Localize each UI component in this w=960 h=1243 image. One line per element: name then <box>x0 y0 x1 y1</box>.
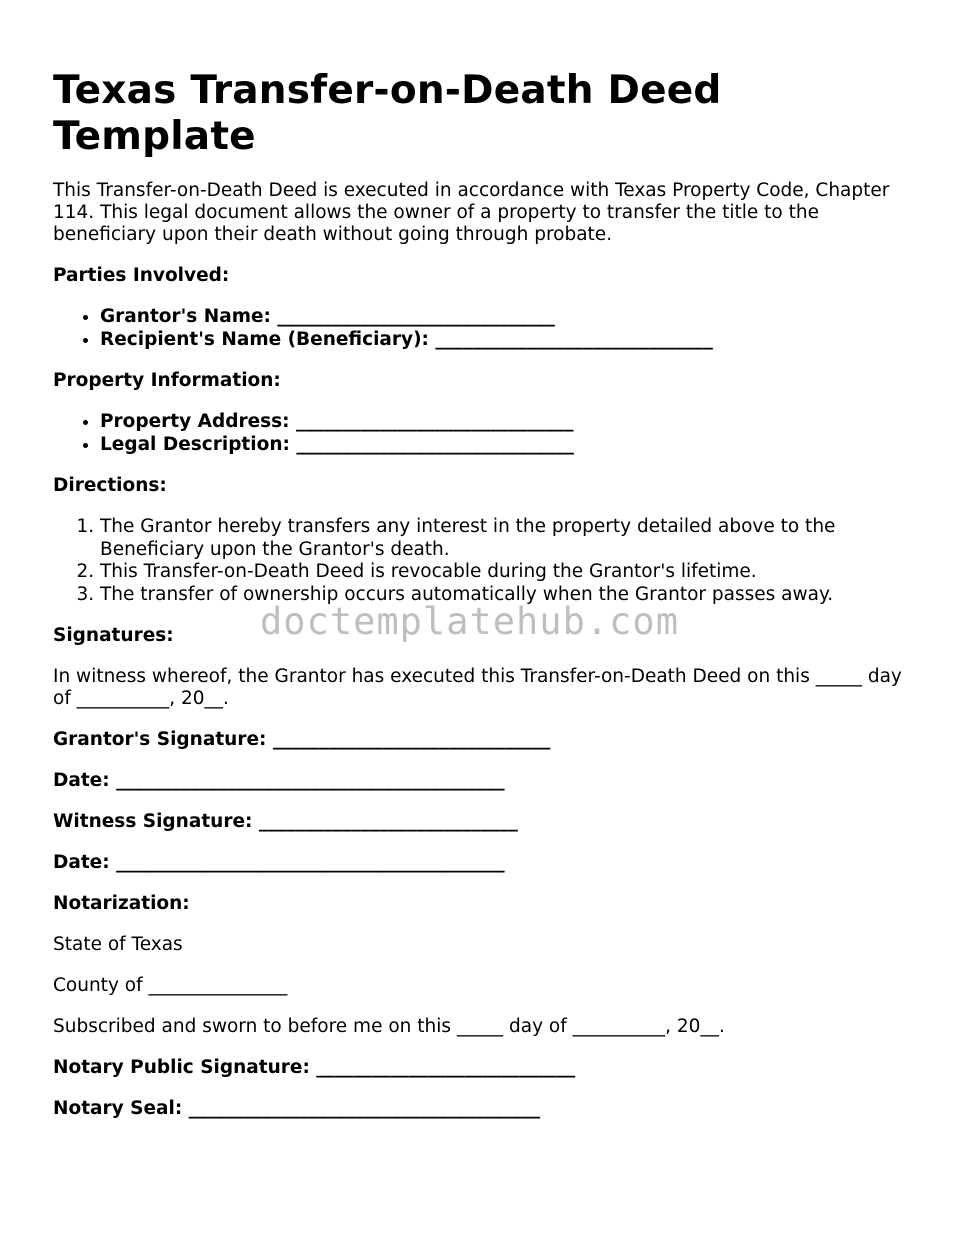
property-heading: Property Information: <box>53 370 281 391</box>
witness-signature-line: Witness Signature: ____________________________ <box>53 811 518 832</box>
sworn-statement: Subscribed and sworn to before me on this _____ day of __________, 20__. <box>53 1016 725 1037</box>
grantor-name-field: • Grantor's Name: ______________________________ <box>100 306 913 329</box>
parties-list <box>53 306 913 351</box>
property-address-field: • Property Address: ______________________________ <box>100 411 913 434</box>
notary-signature-line: Notary Public Signature: ____________________________ <box>53 1057 576 1078</box>
page-title: Texas Transfer-on-Death Deed Template <box>53 68 722 159</box>
direction-item: 3. The transfer of ownership occurs automatically when the Grantor passes away. <box>100 584 913 607</box>
parties-heading: Parties Involved: <box>53 265 230 286</box>
witness-date-line: Date: __________________________________________ <box>53 852 505 873</box>
county-line: County of _______________ <box>53 975 288 996</box>
direction-item: 2. This Transfer-on-Death Deed is revocable during the Grantor's lifetime. <box>100 561 913 584</box>
intro-paragraph: This Transfer-on-Death Deed is executed in accordance with Texas Property Code, Chapter 114. This legal document allows the owner of a property to transfer the title to the beneficiary upon their death without going through probate. <box>53 180 890 245</box>
directions-list <box>53 516 913 606</box>
signatures-heading: Signatures: <box>53 625 174 646</box>
grantor-signature-line: Grantor's Signature: ______________________________ <box>53 729 551 750</box>
recipient-name-field: • Recipient's Name (Beneficiary): ______________________________ <box>100 329 913 352</box>
watermark: doctemplatehub.com <box>260 600 679 643</box>
document-page <box>53 68 913 1139</box>
notary-seal-line: Notary Seal: ______________________________________ <box>53 1098 541 1119</box>
state-line: State of Texas <box>53 934 183 955</box>
witness-statement: In witness whereof, the Grantor has executed this Transfer-on-Death Deed on this _____ day of __________, 20__. <box>53 666 902 709</box>
grantor-date-line: Date: __________________________________________ <box>53 770 505 791</box>
direction-item: 1. The Grantor hereby transfers any interest in the property detailed above to the Beneficiary upon the Grantor's death. <box>100 516 913 561</box>
property-list <box>53 411 913 456</box>
directions-heading: Directions: <box>53 475 167 496</box>
legal-description-field: • Legal Description: ______________________________ <box>100 434 913 457</box>
notarization-heading: Notarization: <box>53 893 190 914</box>
